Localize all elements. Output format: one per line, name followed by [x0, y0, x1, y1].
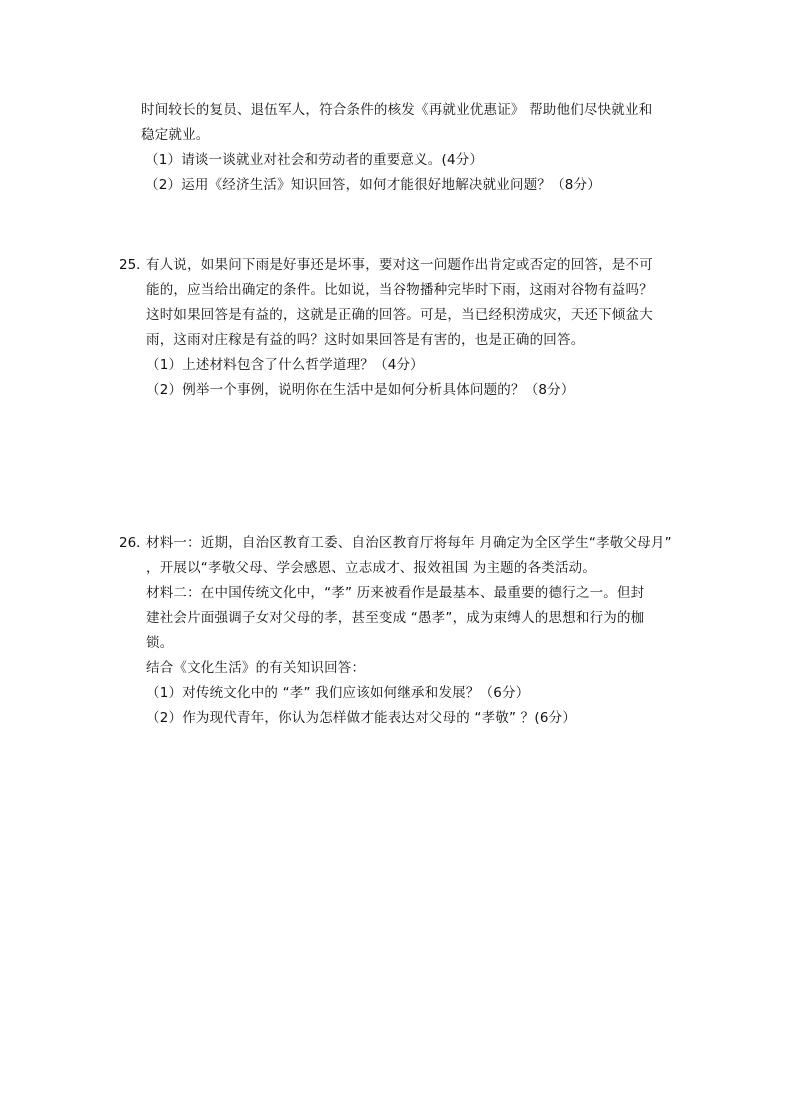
q26-subquestion-2: （2）作为现代青年，你认为怎样做才能表达对父母的 “孝敬” ？(6分） — [146, 710, 577, 726]
q25-text-line-3: 这时如果回答是有益的，这就是正确的回答。可是，当已经积涝成灾，天还下倾盆大 — [146, 307, 653, 323]
q25-subquestion-2: （2）例举一个事例，说明你在生活中是如何分析具体问题的？（8分） — [146, 382, 575, 398]
q26-instruction: 结合《文化生活》的有关知识回答： — [146, 660, 366, 676]
q24-subquestion-2: （2）运用《经济生活》知识回答，如何才能很好地解决就业问题？（8分） — [145, 177, 601, 193]
q25-text-line-4: 雨，这雨对庄稼是有益的吗？这时如果回答是有害的，也是正确的回答。 — [146, 332, 585, 348]
q26-number: 26． — [119, 535, 150, 551]
q24-subquestion-1: （1）请谈一谈就业对社会和劳动者的重要意义。(4分） — [145, 152, 484, 168]
q26-subquestion-1: （1）对传统文化中的 “孝” 我们应该如何继承和发展？（6分） — [146, 685, 530, 701]
q26-material-1-line-2: ，开展以“孝敬父母、学会感恩、立志成才、报效祖国 为主题的各类活动。 — [146, 560, 597, 576]
q25-number: 25． — [119, 257, 150, 273]
q26-material-1-line-1: 材料一：近期，自治区教育工委、自治区教育厅将每年 月确定为全区学生“孝敬父母月” — [146, 535, 672, 551]
q26-material-2-line-1: 材料二：在中国传统文化中，“孝” 历来被看作是最基本、最重要的德行之一。但封 — [146, 585, 645, 601]
q26-material-2-line-3: 锁。 — [146, 635, 174, 651]
q26-material-2-line-2: 建社会片面强调子女对父母的孝，甚至变成 “愚孝”，成为束缚人的思想和行为的枷 — [146, 610, 645, 626]
q24-text-line-1: 时间较长的复员、退伍军人，符合条件的核发《再就业优惠证》 帮助他们尽快就业和 — [141, 102, 653, 118]
q25-text-line-1: 有人说，如果问下雨是好事还是坏事，要对这一问题作出肯定或否定的回答，是不可 — [146, 257, 653, 273]
q25-subquestion-1: （1）上述材料包含了什么哲学道理？（4分） — [146, 357, 424, 373]
q24-text-line-2: 稳定就业。 — [141, 127, 210, 143]
q25-text-line-2: 能的，应当给出确定的条件。比如说，当谷物播种完毕时下雨，这雨对谷物有益吗？ — [146, 282, 653, 298]
